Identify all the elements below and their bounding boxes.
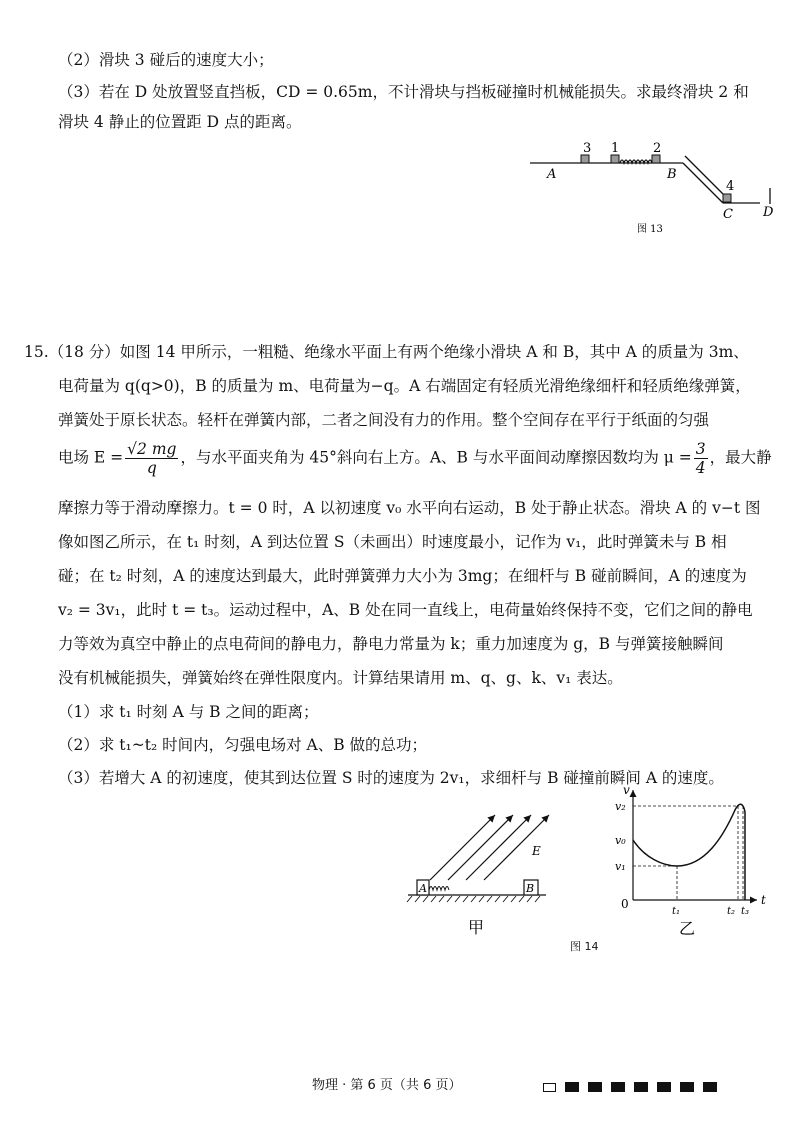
scan-mark — [565, 1082, 579, 1092]
field-numerator: √2 mg — [127, 440, 177, 458]
field-post-text: ，最大静 — [709, 448, 772, 467]
scan-mark — [611, 1082, 625, 1092]
figure-14-jia — [400, 800, 560, 950]
q14-part3-cont: 滑块 4 静止的位置距 D 点的距离。 — [58, 113, 302, 131]
label-2: 2 — [653, 141, 662, 156]
ground-hatch — [407, 896, 540, 902]
t1-label: t₁ — [672, 906, 681, 917]
q15-line-8: 力等效为真空中静止的点电荷间的静电力，静电力常量为 k；重力加速度为 g，B 与弹簧接触瞬间 — [58, 635, 724, 653]
label-1: 1 — [611, 141, 620, 156]
q15-line-3: 弹簧处于原长状态。轻杆在弹簧内部，二者之间没有力的作用。整个空间存在平行于纸面的匀强 — [58, 411, 710, 429]
q15-line-4: 摩擦力等于滑动摩擦力。t = 0 时，A 以初速度 v₀ 水平向右运动，B 处于静止状态。滑块 A 的 v−t 图 — [58, 499, 761, 517]
figure-14-caption: 图 14 — [570, 940, 599, 953]
q15-line-2: 电荷量为 q(q>0)，B 的质量为 m、电荷量为−q。A 右端固定有轻质光滑绝缘细杆和轻质绝缘弹簧， — [58, 377, 751, 395]
slider-a-label: A — [419, 882, 427, 895]
field-fraction — [125, 440, 178, 477]
v-t-curve — [633, 804, 745, 900]
v-axis-label: v — [623, 783, 630, 797]
scan-mark — [657, 1082, 671, 1092]
block-2 — [652, 155, 660, 163]
q15-line-6: 碰；在 t₂ 时刻，A 的速度达到最大，此时弹簧弹力大小为 3mg；在细杆与 B 碰前瞬间，A 的速度为 — [58, 567, 747, 585]
mu-fraction — [694, 440, 708, 477]
v1-label: v₁ — [615, 860, 626, 873]
slope-line — [685, 156, 729, 200]
label-c: C — [723, 207, 733, 222]
scan-marks — [543, 1078, 726, 1096]
q15-part1: （1）求 t₁ 时刻 A 与 B 之间的距离； — [58, 703, 319, 721]
spring-14 — [429, 887, 449, 891]
guide-lines — [633, 806, 743, 900]
block-1 — [611, 155, 619, 163]
figure-14-yi — [605, 782, 785, 952]
page-footer: 物理 · 第 6 页（共 6 页） — [312, 1078, 462, 1093]
q15-part2: （2）求 t₁~t₂ 时间内，匀强电场对 A、B 做的总功； — [58, 736, 428, 754]
q14-part2: （2）滑块 3 碰后的速度大小； — [58, 51, 274, 69]
label-a: A — [547, 167, 557, 182]
q15-part3: （3）若增大 A 的初速度，使其到达位置 S 时的速度为 2v₁，求细杆与 B 碰撞前瞬间 A 的速度。 — [58, 769, 724, 787]
mu-denominator: 4 — [695, 459, 706, 477]
figure-13 — [525, 138, 785, 238]
q15-line-5: 像如图乙所示，在 t₁ 时刻，A 到达位置 S（未画出）时速度最小，记作为 v₁，此时弹簧未与 B 相 — [58, 533, 727, 551]
mu-numerator: 3 — [695, 440, 706, 458]
origin-label: 0 — [621, 897, 629, 911]
q15-field-line — [58, 440, 772, 477]
field-line-2 — [448, 815, 513, 880]
figure-13-caption: 图 13 — [637, 224, 663, 235]
label-3: 3 — [583, 141, 592, 156]
field-mid-text: ，与水平面夹角为 45°斜向右上方。A、B 与水平面间动摩擦因数均为 μ = — [180, 448, 692, 467]
scan-mark — [588, 1082, 602, 1092]
slope-bc — [683, 163, 723, 203]
q15-line-9: 没有机械能损失，弹簧始终在弹性限度内。计算结果请用 m、q、g、k、v₁ 表达。 — [58, 669, 623, 687]
field-line-1 — [430, 815, 495, 880]
field-e-label: E — [532, 844, 541, 858]
t3-label: t₃ — [741, 906, 750, 917]
figure-jia-label: 甲 — [468, 918, 485, 937]
scan-mark — [703, 1082, 717, 1092]
figure-yi-label: 乙 — [679, 919, 696, 938]
block-3 — [581, 155, 589, 163]
field-line-3 — [466, 815, 531, 880]
slider-b-label: B — [526, 882, 535, 895]
t-axis-label: t — [761, 893, 766, 907]
scan-mark — [634, 1082, 648, 1092]
q15-line-7: v₂ = 3v₁，此时 t = t₃。运动过程中，A、B 处在同一直线上，电荷量始终保持不变，它们之间的静电 — [58, 601, 753, 619]
field-denominator: q — [146, 459, 157, 477]
scan-mark-hollow — [543, 1083, 556, 1092]
spring-13 — [620, 160, 652, 163]
v2-label: v₂ — [615, 800, 626, 813]
t2-label: t₂ — [727, 906, 736, 917]
scan-mark — [680, 1082, 694, 1092]
block-4 — [723, 194, 731, 202]
label-4: 4 — [726, 179, 735, 194]
label-b: B — [667, 167, 677, 182]
q14-part3: （3）若在 D 处放置竖直挡板，CD = 0.65m，不计滑块与挡板碰撞时机械能损失。求最终滑块 2 和 — [58, 83, 749, 101]
field-label: 电场 E = — [58, 448, 124, 467]
label-d: D — [763, 205, 774, 220]
v0-label: v₀ — [615, 834, 626, 847]
q15-line-1: 15.（18 分）如图 14 甲所示，一粗糙、绝缘水平面上有两个绝缘小滑块 A 和 B，其中 A 的质量为 3m、 — [24, 343, 749, 361]
